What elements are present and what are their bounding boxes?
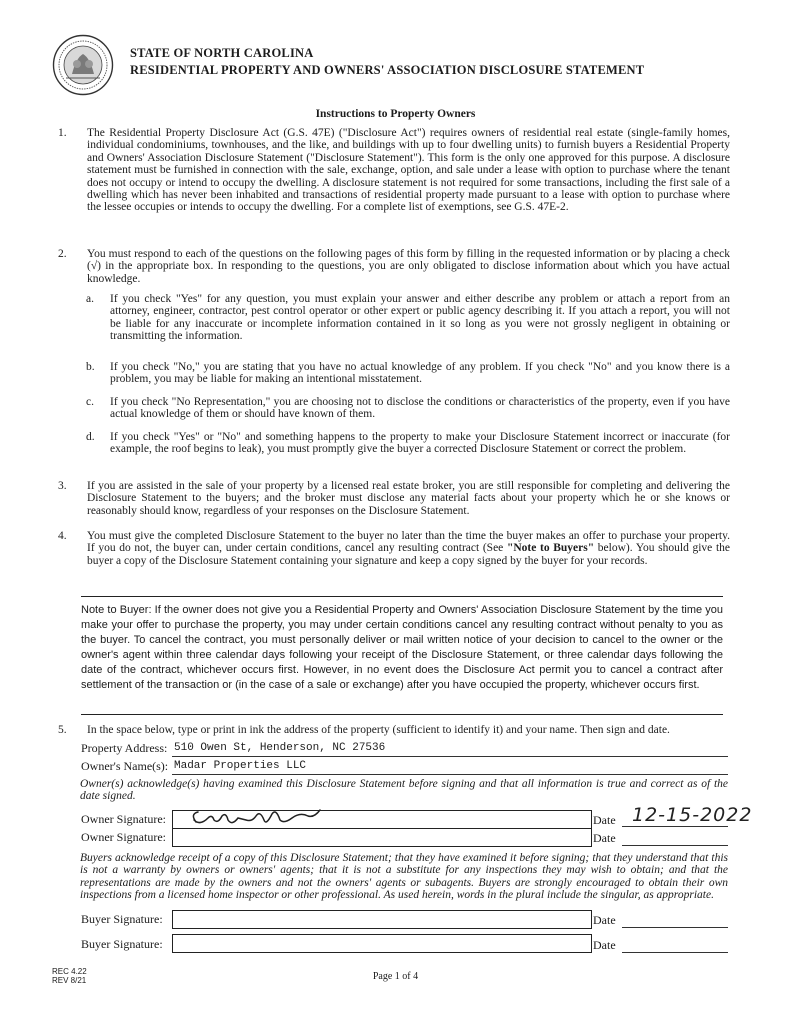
- instructions-title: Instructions to Property Owners: [315, 108, 476, 120]
- sub-letter-c: c.: [86, 396, 94, 408]
- item-2-text: You must respond to each of the questions on the following pages of this form by filling in the requested information or by placing a check (√) in the appropriate box. In responding to the questions, you are only obligated to disclose information about which you have actual knowledge.: [87, 248, 730, 285]
- owner-date-label-2: Date: [593, 831, 616, 845]
- page-number: Page 1 of 4: [372, 971, 419, 982]
- sub-letter-b: b.: [86, 361, 95, 373]
- address-underline: [172, 756, 728, 757]
- owner-date-label-1: Date: [593, 813, 616, 827]
- buyer-signature-box-1[interactable]: [172, 910, 592, 929]
- sub-a-text: If you check "Yes" for any question, you must explain your answer and either describe any problem or attach a report from an attorney, engineer, contractor, pest control operator or other expert or public agency describing it. If you attach a report, you will not be liable for any inaccurate or incomplete information contained in it so long as you were not grossly negligent in obtaining or transmitting the information.: [110, 293, 730, 343]
- note-bottom-rule: [81, 714, 723, 715]
- sub-b-text: If you check "No," you are stating that you have no actual knowledge of any problem. If you check "No" and you know there is a problem, you may be liable for making an intentional misstatement.: [110, 361, 730, 386]
- buyer-date-label-2: Date: [593, 938, 616, 952]
- buyer-acknowledgement: Buyers acknowledge receipt of a copy of this Disclosure Statement; that they have examined it before signing; that they understand that this is not a warranty by owners or owners' agents; that it is not a substitute for any inspections they may wish to obtain; and that the representations are made by the owners and not the owners' agents or subagents. Buyers are strongly encouraged to obtain their own inspections from a licensed home inspector or other professional. As used herein, words in the plural include the singular, as appropriate.: [80, 852, 728, 902]
- buyer-date-label-1: Date: [593, 913, 616, 927]
- owner-signature-box-2[interactable]: [172, 828, 592, 847]
- item-4-text: You must give the completed Disclosure Statement to the buyer no later than the time the buyer makes an offer to purchase your property. If you do not, the buyer can, under certain conditions, cancel any resulting contract (See "Note to Buyers" below). You should give the buyer a copy of the Disclosure Statement containing your signature and keep a copy signed by the buyer for your records.: [87, 530, 731, 567]
- state-seal-icon: [52, 34, 114, 96]
- owner-signature-label-1: Owner Signature:: [81, 812, 166, 826]
- buyer-signature-label-1: Buyer Signature:: [81, 912, 163, 926]
- buyer-signature-label-2: Buyer Signature:: [81, 937, 163, 951]
- header-title: RESIDENTIAL PROPERTY AND OWNERS' ASSOCIATION DISCLOSURE STATEMENT: [130, 63, 645, 77]
- property-address-label: Property Address:: [81, 741, 168, 755]
- item-number-1: 1.: [58, 127, 67, 139]
- owner-name-field[interactable]: Madar Properties LLC: [174, 760, 307, 772]
- form-code: REC 4.22: [52, 967, 87, 976]
- item-number-5: 5.: [58, 724, 67, 736]
- sub-c-text: If you check "No Representation," you are choosing not to disclose the conditions or characteristics of the property, even if you have actual knowledge of them or should have known of them.: [110, 396, 730, 421]
- note-top-rule: [81, 596, 723, 597]
- sub-d-text: If you check "Yes" or "No" and something happens to the property to make your Disclosure Statement incorrect or inaccurate (for example, the roof begins to leak), you must promptly give the buyer a corrected Disclosure Statement or correct the problem.: [110, 431, 730, 456]
- owner-signature-date-1[interactable]: 12-15-2022: [632, 804, 753, 826]
- owner-name-underline: [172, 774, 728, 775]
- property-address-field[interactable]: 510 Owen St, Henderson, NC 27536: [174, 742, 386, 754]
- owner-signature-label-2: Owner Signature:: [81, 830, 166, 844]
- item-1-text: The Residential Property Disclosure Act (G.S. 47E) ("Disclosure Act") requires owners of residential real estate (single-family homes, individual condominiums, townhouses, and the like, and buildings with up to four dwelling units) to furnish buyers a Residential Property and Owners' Association Disclosure Statement ("Disclosure Statement"). This form is the only one approved for this purpose. A disclosure statement must be furnished in connection with the sale, exchange, option, and sale under a lease with option to purchase where the tenant does not occupy or intend to occupy the dwelling. A disclosure statement is not required for some transactions, including the first sale of a dwelling which has never been inhabited and transactions of residential property made pursuant to a lease with option to purchase where the lessee occupies or intends to occupy the dwelling. For a complete list of exemptions, see G.S. 47E-2.: [87, 127, 730, 214]
- buyer-date-field-1[interactable]: [622, 927, 728, 928]
- header-state: STATE OF NORTH CAROLINA: [130, 46, 314, 60]
- item-number-2: 2.: [58, 248, 67, 260]
- sub-letter-a: a.: [86, 293, 94, 305]
- form-revision: REV 8/21: [52, 976, 87, 985]
- owner-date-field-2[interactable]: [622, 845, 728, 846]
- buyer-signature-box-2[interactable]: [172, 934, 592, 953]
- item-number-3: 3.: [58, 480, 67, 492]
- owner-date-underline-1: [622, 826, 728, 827]
- owner-name-label: Owner's Name(s):: [81, 759, 169, 773]
- item-number-4: 4.: [58, 530, 67, 542]
- buyer-date-field-2[interactable]: [622, 952, 728, 953]
- owner-acknowledgement: Owner(s) acknowledge(s) having examined this Disclosure Statement before signing and that all information is true and correct as of the date signed.: [80, 778, 728, 803]
- item-5-text: In the space below, type or print in ink the address of the property (sufficient to identify it) and your name. Then sign and date.: [87, 724, 670, 736]
- item-3-text: If you are assisted in the sale of your property by a licensed real estate broker, you are still responsible for completing and delivering the Disclosure Statement to the buyers; and the broker must disclose any material facts about your property which he or she knows or reasonably should know, regardless of your responses on the Disclosure Statement.: [87, 480, 730, 517]
- note-to-buyer: Note to Buyer: If the owner does not give you a Residential Property and Owners' Association Disclosure Statement by the time you make your offer to purchase the property, you may under certain conditions cancel any resulting contract without penalty to you as the buyer. To cancel the contract, you must personally deliver or mail written notice of your decision to cancel to the owner or the owner's agent within three calendar days following your receipt of the Disclosure Statement, or three calendar days following the date of the contract, whichever occurs first. However, in no event does the Disclosure Act permit you to cancel a contract after settlement of the transaction or (in the case of a sale or exchange) after you have occupied the property, whichever occurs first.: [81, 604, 723, 691]
- sub-letter-d: d.: [86, 431, 95, 443]
